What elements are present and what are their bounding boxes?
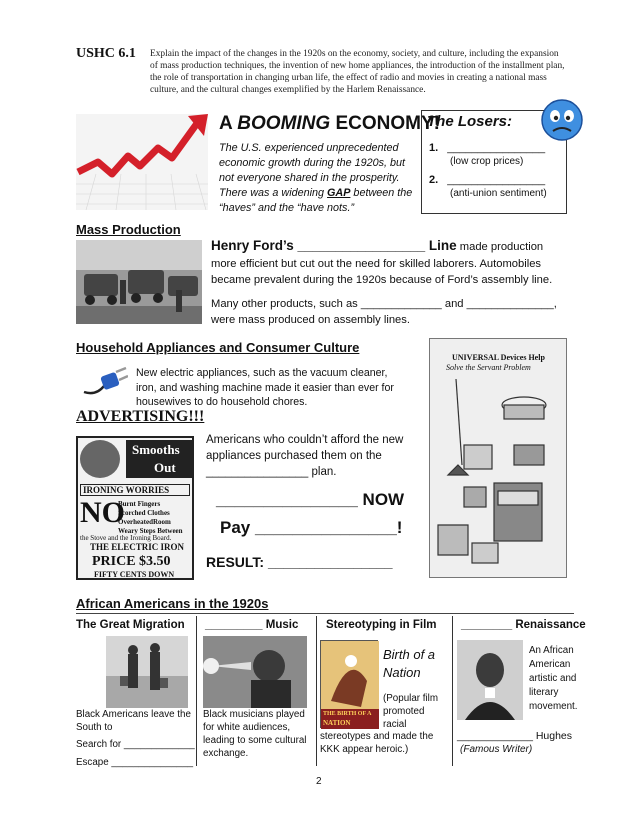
- column-divider: [452, 616, 453, 766]
- installment-body: Americans who couldn’t afford the new appliances purchased them on the ________________ plan.: [206, 434, 404, 478]
- renaissance-title: ________ Renaissance: [461, 619, 586, 631]
- loser-2-hint: (anti-union sentiment): [450, 188, 547, 199]
- section-divider: [76, 613, 574, 614]
- iron-ad-out: Out: [154, 460, 176, 475]
- standard-code: USHC 6.1: [76, 46, 136, 61]
- boom-title: [219, 113, 440, 135]
- iron-ad-stove: the Stove and the Ironing Board.: [80, 534, 172, 542]
- film-text-a: (Popular film promoted racial: [383, 693, 438, 730]
- migration-photo: [106, 636, 188, 708]
- appliances-title: Household Appliances and Consumer Culture: [76, 340, 360, 355]
- poster-title-b: NATION: [323, 719, 351, 727]
- mass-production-body-2: Many other products, such as _____________ and ______________, were mass produced on assembly lines.: [211, 298, 557, 326]
- iron-ad-down: FIFTY CENTS DOWN: [94, 570, 175, 579]
- boom-title-c: ECONOMY!: [330, 113, 440, 134]
- iron-ad: [76, 436, 194, 580]
- trumpet-player-photo: [203, 636, 307, 708]
- boom-body: [219, 141, 419, 216]
- ford-line: [211, 238, 543, 253]
- boom-body-2: between the “haves” and the “have nots.”: [219, 187, 413, 214]
- great-migration-search: Search for _____________: [76, 739, 195, 750]
- ford-blank: _________________: [297, 238, 426, 253]
- loser-2-blank: ________________: [447, 174, 546, 186]
- mass-production-body: more efficient but cut out the need for skilled laborers. Automobiles became prevalent during the 1920s because of Ford’s assembly line.: [211, 258, 553, 286]
- sad-face-icon: [540, 98, 584, 142]
- film-title: Stereotyping in Film: [326, 619, 437, 631]
- iron-ad-list-item: Weary Steps Between: [118, 527, 183, 535]
- great-migration-escape: Escape _______________: [76, 757, 194, 768]
- result-line: RESULT: ________________: [206, 554, 393, 570]
- boom-body-1: The U.S. experienced unprecedented economic growth during the 1920s, but not everyone shared in the prosperity. There was a widening: [219, 142, 406, 199]
- boom-title-booming: BOOMING: [237, 113, 331, 134]
- page-number: 2: [316, 776, 322, 787]
- column-divider: [316, 616, 317, 766]
- buy-now-line: _______________ NOW: [216, 490, 405, 509]
- growth-arrow-image: [76, 114, 208, 210]
- electric-plug-icon: [82, 366, 128, 400]
- african-americans-title: African Americans in the 1920s: [76, 596, 269, 611]
- loser-item-1: [429, 142, 545, 154]
- ford-label-line: Line: [425, 238, 457, 253]
- birth-nation-title: Birth of a Nation: [383, 647, 436, 680]
- langston-hughes-photo: [457, 640, 523, 720]
- losers-title: The Losers:: [427, 113, 513, 130]
- loser-item-2: [429, 174, 545, 186]
- column-divider: [196, 616, 197, 766]
- iron-ad-worries: IRONING WORRIES: [80, 484, 190, 496]
- universal-headline: UNIVERSAL Devices Help: [452, 353, 545, 362]
- iron-ad-no: NO: [80, 496, 125, 529]
- ford-label-a: Henry Ford’s: [211, 238, 298, 253]
- renaissance-text: An African American artistic and literary movement.: [529, 645, 578, 712]
- iron-ad-list-item: Burnt Fingers: [118, 500, 161, 508]
- loser-1-number: 1.: [429, 142, 439, 154]
- standard-description: Explain the impact of the changes in the 1920s on the economy, society, and culture, including the expansion of mass production techniques, the invention of new home appliances, the introduction of the installment plan, the role of transportation in changing urban life, the effect of radio and movies in creating a national mass culture, and the cultural changes exemplified by the Harlem Renaissance.: [150, 49, 565, 95]
- appliance-drawings: [434, 375, 564, 575]
- iron-ad-iron: THE ELECTRIC IRON: [90, 542, 185, 552]
- iron-ad-logo: [80, 440, 120, 478]
- boom-title-a: A: [219, 113, 238, 134]
- ford-label-c: made production: [456, 241, 544, 253]
- pay-later-line: Pay _______________!: [220, 518, 403, 537]
- loser-2-number: 2.: [429, 174, 439, 186]
- universal-ad: [429, 338, 567, 578]
- boom-gap-word: GAP: [327, 187, 351, 199]
- loser-1-hint: (low crop prices): [450, 156, 524, 167]
- iron-ad-list-item: OverheatedRoom: [118, 518, 171, 526]
- birth-nation-poster: [320, 640, 378, 728]
- great-migration-text: Black Americans leave the South to: [76, 709, 191, 733]
- iron-ad-smooths: Smooths: [132, 442, 180, 457]
- mass-production-title: Mass Production: [76, 222, 181, 237]
- iron-ad-list: [118, 500, 183, 536]
- appliances-body: New electric appliances, such as the vacuum cleaner, iron, and washing machine made it easier than ever for housewives to do household chores.: [136, 367, 394, 408]
- great-migration-title: The Great Migration: [76, 619, 185, 631]
- music-title: _________ Music: [205, 619, 299, 631]
- advertising-title: ADVERTISING!!!: [76, 408, 205, 425]
- loser-1-blank: ________________: [447, 142, 546, 154]
- hughes-blank: _____________ Hughes: [457, 730, 573, 742]
- universal-subhead: Solve the Servant Problem: [446, 363, 531, 372]
- iron-ad-price: PRICE $3.50: [92, 554, 171, 569]
- music-text: Black musicians played for white audiences, leading to some cultural exchange.: [203, 709, 307, 759]
- assembly-line-photo: [76, 240, 202, 324]
- film-text-b: stereotypes and made the KKK appear heroic.): [320, 731, 434, 755]
- famous-writer-label: (Famous Writer): [460, 744, 533, 755]
- poster-title-a: THE BIRTH OF A: [323, 711, 372, 717]
- iron-ad-list-item: Scorched Clothes: [118, 509, 170, 517]
